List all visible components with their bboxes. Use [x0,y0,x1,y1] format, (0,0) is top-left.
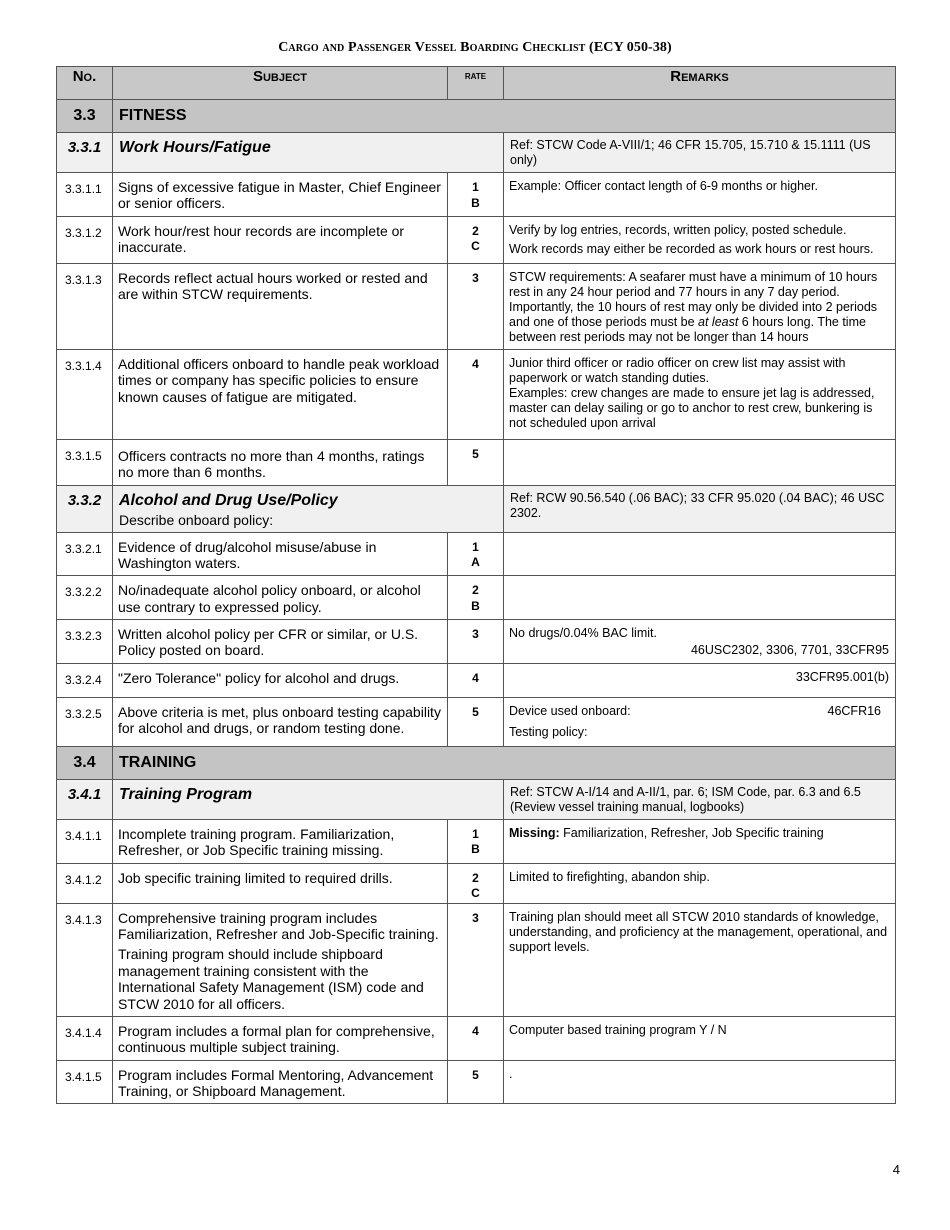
item-number: 3.3.1.4 [57,349,113,439]
item-number: 3.3.1.5 [57,439,113,485]
item-rate: 3 [448,263,504,349]
table-row [57,903,896,1016]
subsection-title: Work Hours/Fatigue [119,139,271,156]
remarks-citation: 33CFR95.001(b) [795,669,889,684]
item-number: 3.4.1.3 [57,903,113,1016]
section-title: TRAINING [113,746,896,779]
remarks-text: STCW requirements: A seafarer must have a minimum of 10 hours rest in any 24 hour period and 77 hours in any 7 day period. Importantly, the 10 hours of rest may only be divided into 2 periods and one of those periods must be [509,269,878,329]
header-rate: rate [448,67,504,100]
table-header-row [57,67,896,100]
subsection-row-alcohol [57,485,896,532]
table-row [57,439,896,485]
remarks-label: Missing: [509,825,560,840]
item-remarks: Example: Officer contact length of 6-9 months or higher. [504,173,896,217]
item-rate: 3 [448,903,504,1016]
remarks-text: Familiarization, Refresher, Job Specific training [559,825,824,840]
rate-number: 1 [472,180,479,194]
item-remarks [504,263,896,349]
rate-number: 1 [472,539,479,554]
section-number: 3.4 [57,746,113,779]
item-remarks [504,819,896,863]
subsection-reference: Ref: RCW 90.56.540 (.06 BAC); 33 CFR 95.020 (.04 BAC); 46 USC 2302. [504,485,896,532]
remarks-line: Junior third officer or radio officer on crew list may assist with paperwork or watch standing duties. [509,355,846,385]
subsection-note: Describe onboard policy: [119,511,274,528]
item-subject: Evidence of drug/alcohol misuse/abuse in Washington waters. [113,532,448,576]
item-rate: 5 [448,697,504,746]
subsection-reference: Ref: STCW Code A-VIII/1; 46 CFR 15.705, 15.710 & 15.1111 (US only) [504,133,896,173]
subsection-number: 3.3.1 [57,133,113,173]
item-number: 3.4.1.2 [57,863,113,903]
item-number: 3.3.2.2 [57,576,113,620]
table-row [57,576,896,620]
remarks-device-line [509,704,889,719]
rate-number: 2 [472,870,479,885]
item-rate: 4 [448,1016,504,1060]
item-rate: 3 [448,620,504,664]
item-subject: Written alcohol policy per CFR or similar, or U.S. Policy posted on board. [113,620,448,664]
table-row [57,697,896,746]
item-subject: Signs of excessive fatigue in Master, Chief Engineer or senior officers. [113,173,448,217]
item-rate [448,576,504,620]
remarks-citation: 46CFR16 [827,703,881,718]
item-subject: "Zero Tolerance" policy for alcohol and drugs. [113,663,448,697]
page-number: 4 [892,1162,900,1177]
remarks-text: 6 hours long. The time between rest periods may not be longer than 14 hours [509,314,866,344]
item-remarks: Training plan should meet all STCW 2010 standards of knowledge, understanding, and proficiency at the management, operational, and support levels. [504,903,896,1016]
item-number: 3.3.2.4 [57,663,113,697]
rate-letter: A [471,555,480,570]
item-rate [448,863,504,903]
table-row [57,349,896,439]
subsection-number: 3.3.2 [57,485,113,532]
section-row-fitness [57,100,896,133]
subsection-row-work-hours [57,133,896,173]
item-remarks: Computer based training program Y / N [504,1016,896,1060]
item-subject: No/inadequate alcohol policy onboard, or alcohol use contrary to expressed policy. [113,576,448,620]
item-subject: Officers contracts no more than 4 months, ratings no more than 6 months. [113,439,448,485]
header-no: No. [57,67,113,100]
item-rate: 5 [448,1060,504,1104]
item-remarks: . [504,1060,896,1104]
subsection-title: Alcohol and Drug Use/Policy [119,491,338,509]
boarding-checklist-table [56,66,896,1104]
item-subject: Additional officers onboard to handle peak workload times or company has specific policies to ensure known causes of fatigue are mitigated. [113,349,448,439]
item-number: 3.3.1.3 [57,263,113,349]
header-subject: Subject [113,67,448,100]
item-remarks [504,532,896,576]
item-number: 3.4.1.5 [57,1060,113,1104]
item-remarks: Limited to firefighting, abandon ship. [504,863,896,903]
table-row [57,532,896,576]
subsection-row-training-program [57,779,896,819]
item-subject: Program includes Formal Mentoring, Advancement Training, or Shipboard Management. [113,1060,448,1104]
rate-number: 1 [472,826,479,841]
item-number: 3.4.1.1 [57,819,113,863]
item-subject: Above criteria is met, plus onboard testing capability for alcohol and drugs, or random testing done. [113,697,448,746]
remarks-emphasis: at least [698,314,739,329]
table-row [57,1060,896,1104]
item-number: 3.3.1.1 [57,173,113,217]
table-row [57,263,896,349]
rate-number: 2 [472,583,479,598]
item-rate: 5 [448,439,504,485]
rate-number: 2 [472,223,479,238]
subsection-title-cell [113,485,504,532]
item-subject [113,903,448,1016]
item-subject: Incomplete training program. Familiarization, Refresher, or Job Specific training missing. [113,819,448,863]
table-row [57,863,896,903]
table-row [57,663,896,697]
item-rate: 4 [448,663,504,697]
item-rate [448,173,504,217]
subsection-title: Training Program [119,785,253,803]
table-row [57,173,896,217]
subject-line: Training program should include shipboard management training consistent with the International Safety Management (ISM) code and STCW 2010 for all officers. [118,946,424,1012]
item-number: 3.3.2.1 [57,532,113,576]
item-rate [448,532,504,576]
subsection-reference: Ref: STCW A-I/14 and A-II/1, par. 6; ISM Code, par. 6.3 and 6.5 (Review vessel training manual, logbooks) [504,779,896,819]
item-remarks [504,620,896,664]
remarks-line: Examples: crew changes are made to ensure jet lag is addressed, master can delay sailing or go to anchor to rest crew, bunkering is not scheduled upon arrival [509,385,875,430]
item-subject: Records reflect actual hours worked or rested and are within STCW requirements. [113,263,448,349]
item-number: 3.4.1.4 [57,1016,113,1060]
table-row [57,216,896,263]
section-title: FITNESS [113,100,896,133]
item-remarks [504,663,896,697]
item-subject: Job specific training limited to required drills. [113,863,448,903]
item-rate: 4 [448,349,504,439]
table-row [57,620,896,664]
rate-letter: B [471,195,480,210]
subject-line: Comprehensive training program includes Familiarization, Refresher and Job-Specific training. [118,909,439,943]
rate-letter: C [471,239,480,254]
section-row-training [57,746,896,779]
item-number: 3.3.1.2 [57,216,113,263]
subsection-number: 3.4.1 [57,779,113,819]
document-title: Cargo and Passenger Vessel Boarding Checklist (ECY 050-38) [278,40,672,55]
item-rate [448,819,504,863]
subsection-title-cell [113,133,504,173]
rate-letter: B [471,598,480,613]
subsection-title-cell [113,779,504,819]
rate-letter: B [471,842,480,857]
item-rate [448,216,504,263]
remarks-line: Work records may either be recorded as work hours or rest hours. [509,241,874,256]
item-subject: Work hour/rest hour records are incomplete or inaccurate. [113,216,448,263]
remarks-line: No drugs/0.04% BAC limit. [509,626,657,640]
rate-letter: C [471,886,480,901]
item-remarks [504,439,896,485]
item-remarks [504,697,896,746]
table-row [57,1016,896,1060]
remarks-line: Verify by log entries, records, written policy, posted schedule. [509,222,847,237]
remarks-device-label: Device used onboard: [509,703,631,718]
item-subject: Program includes a formal plan for comprehensive, continuous multiple subject training. [113,1016,448,1060]
item-remarks [504,576,896,620]
item-remarks [504,349,896,439]
section-number: 3.3 [57,100,113,133]
item-number: 3.3.2.5 [57,697,113,746]
header-remarks: Remarks [504,67,896,100]
item-number: 3.3.2.3 [57,620,113,664]
table-row [57,819,896,863]
remarks-testing-label: Testing policy: [509,724,588,739]
remarks-citation: 46USC2302, 3306, 7701, 33CFR95 [690,643,889,657]
item-remarks [504,216,896,263]
